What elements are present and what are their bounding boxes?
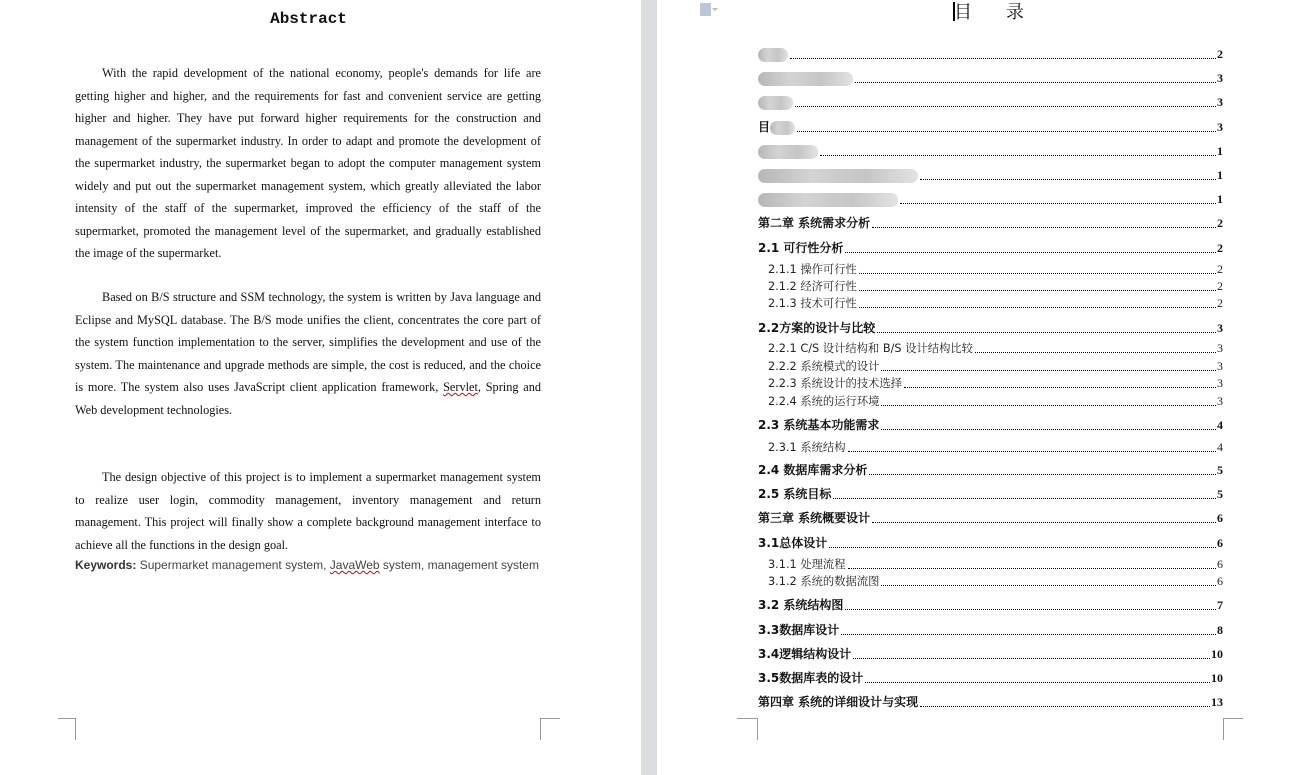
toc-entry[interactable] [758,486,1223,502]
toc-entry-page: 7 [1217,598,1223,612]
redacted-text [758,169,918,183]
toc-leader-dots [869,474,1216,475]
toc-entry-page: 4 [1217,440,1223,454]
redacted-text [758,96,793,110]
toc-entry[interactable] [758,240,1223,256]
abstract-paragraph: With the rapid development of the national economy, people's demands for life are getting higher and higher, and the requirements for fast and convenient service are getting higher and higher. They have put forward higher requirements for the construction and management of the supermarket industry. In order to adapt and promote the development of the supermarket industry, the supermarket began to adopt the computer management system widely and put out the supermarket management system, which greatly alleviated the labor intensity of the staff of the supermarket, improved the efficiency of the staff of the supermarket, promoted the management level of the supermarket, and gradually established the image of the supermarket. [75,66,541,260]
toc-leader-dots [790,58,1216,59]
toc-entry-page: 2 [1217,262,1223,276]
toc-entry-label: 3.1.1 处理流程 [768,558,846,571]
toc-entry[interactable] [768,439,1223,455]
toc-entry-label: 2.3.1 系统结构 [768,441,846,454]
toc-entry-label: 2.2方案的设计与比较 [758,321,876,335]
toc-leader-dots [881,370,1216,371]
toc-entry-page: 5 [1217,487,1223,501]
keywords-label: Keywords: [75,558,137,572]
toc-leader-dots [975,352,1216,353]
toc-entry[interactable] [768,278,1223,294]
toc-entry-label: 2.1 可行性分析 [758,241,844,255]
toc-entry[interactable] [758,535,1223,551]
toc-entry-page: 3 [1217,120,1223,134]
crop-mark [1223,718,1239,740]
toc-entry-label: 3.1.2 系统的数据流图 [768,575,880,588]
redacted-text [770,121,795,135]
toc-entry[interactable] [758,143,1223,159]
toc-leader-dots [881,585,1216,586]
crop-mark [540,718,560,740]
toc-leader-dots [859,307,1216,308]
toc-entry[interactable] [768,573,1223,589]
toc-entry-page: 8 [1217,623,1223,637]
toc-entry-label: 3.3数据库设计 [758,623,840,637]
page-gap [641,0,657,775]
toc-entry[interactable] [768,358,1223,374]
toc-entry-label: 2.2.3 系统设计的技术选择 [768,377,903,390]
toc-entry-label: 第二章 系统需求分析 [758,216,871,230]
toc-entry-page: 3 [1217,341,1223,355]
abstract-paragraph: Based on B/S structure and SSM technology, the system is written by Java language and Eclipse and MySQL database. The B/S mode unifies the client, concentrates the core part of the system function implementation to the server, simplifies the development and use of the system. The maintenance and upgrade methods are simple, the cost is reduced, and the choice is more. The system also uses JavaScript client application framework, Servlet, Spring and Web development technologies. [75,290,541,417]
toc-entry-label: 2.2.2 系统模式的设计 [768,360,880,373]
toc-entry[interactable] [768,261,1223,277]
toc-entry-page: 3 [1217,95,1223,109]
abstract-page [0,0,641,775]
toc-entry[interactable] [758,622,1223,638]
toc-entry-label: 2.3 系统基本功能需求 [758,418,880,432]
keywords-line [75,558,539,572]
toc-leader-dots [872,227,1216,228]
toc-entry-page: 1 [1217,144,1223,158]
toc-entry-page: 13 [1211,695,1223,709]
toc-entry-label: 2.2.4 系统的运行环境 [768,395,880,408]
toc-leader-dots [841,634,1216,635]
toc-entry[interactable] [768,340,1223,356]
redacted-text [758,193,898,207]
toc-leader-dots [920,706,1210,707]
toc-entry-page: 3 [1217,359,1223,373]
keywords-text: Supermarket management system, JavaWeb system, management system [136,558,539,572]
toc-entry-page: 3 [1217,376,1223,390]
toc-entry-label: 2.1.2 经济可行性 [768,280,857,293]
toc-entry[interactable] [758,46,1223,62]
toc-entry-label: 2.2.1 C/S 设计结构和 B/S 设计结构比较 [768,342,973,355]
toc-entry[interactable] [758,94,1223,110]
toc-entry-label: 3.4逻辑结构设计 [758,647,852,661]
toc-entry-label: 2.5 系统目标 [758,487,832,501]
toc-leader-dots [881,405,1216,406]
toc-entry-page: 6 [1217,574,1223,588]
abstract-title: Abstract [270,10,347,28]
toc-leader-dots [820,155,1216,156]
toc-leader-dots [872,522,1216,523]
toc-entry-page: 6 [1217,557,1223,571]
toc-leader-dots [833,498,1216,499]
redacted-text [758,145,818,159]
toc-entry[interactable] [758,417,1223,433]
toc-leader-dots [859,290,1216,291]
toc-entry[interactable] [758,510,1223,526]
toc-entry-page: 6 [1217,511,1223,525]
toc-entry-page: 2 [1217,241,1223,255]
toc-entry-page: 2 [1217,216,1223,230]
toc-leader-dots [877,332,1216,333]
toc-leader-dots [848,568,1216,569]
toc-entry-page: 2 [1217,47,1223,61]
toc-entry-page: 3 [1217,71,1223,85]
toc-entry-label: 目 [758,120,771,134]
toc-entry-page: 2 [1217,279,1223,293]
toc-entry-page: 3 [1217,321,1223,335]
toc-leader-dots [829,547,1216,548]
toc-entry-label: 2.1.3 技术可行性 [768,297,857,310]
toc-entry[interactable] [758,70,1223,86]
toc-entry[interactable] [758,167,1223,183]
toc-entry-label: 2.4 数据库需求分析 [758,463,868,477]
toc-leader-dots [845,609,1216,610]
crop-mark [737,718,757,740]
toc-entry[interactable] [768,295,1223,311]
toc-entry-label: 2.1.1 操作可行性 [768,263,857,276]
crop-mark [757,718,773,740]
toc-entry[interactable] [758,462,1223,478]
toc-entry[interactable] [758,646,1223,662]
toc-entry-page: 3 [1217,394,1223,408]
toc-entry-page: 1 [1217,168,1223,182]
toc-entry-page: 10 [1211,671,1223,685]
toc-entry-label: 第四章 系统的详细设计与实现 [758,695,919,709]
toc-entry-page: 5 [1217,463,1223,477]
toc-entry-page: 2 [1217,296,1223,310]
crop-mark [75,718,91,740]
toc-entry[interactable] [758,191,1223,207]
toc-entry[interactable] [768,393,1223,409]
toc-leader-dots [795,106,1216,107]
document-icon[interactable] [700,3,711,16]
toc-entry[interactable] [758,320,1223,336]
toc-leader-dots [904,387,1216,388]
toc-entry-label: 3.5数据库表的设计 [758,671,864,685]
toc-page [657,0,1294,775]
toc-entry-label: 第三章 系统概要设计 [758,511,871,525]
toc-leader-dots [848,451,1216,452]
toc-entry-label: 3.2 系统结构图 [758,598,844,612]
toc-entry-page: 4 [1217,418,1223,432]
toc-entry[interactable] [758,119,1223,135]
toc-leader-dots [855,82,1216,83]
toc-entry-page: 10 [1211,647,1223,661]
redacted-text [758,72,853,86]
abstract-paragraph: The design objective of this project is to implement a supermarket management system to realize user login, commodity management, inventory management and return management. This project will finally show a complete background management interface to achieve all the functions in the design goal. [75,470,541,552]
toc-leader-dots [881,429,1216,430]
toc-entry[interactable] [768,556,1223,572]
toc-entry-page: 6 [1217,536,1223,550]
toc-leader-dots [797,131,1216,132]
toc-entry[interactable] [758,694,1223,710]
toc-title: 目录 [954,2,1058,23]
toc-entry[interactable] [758,670,1223,686]
toc-entry[interactable] [758,215,1223,231]
toc-leader-dots [900,203,1216,204]
toc-leader-dots [865,682,1210,683]
toc-leader-dots [920,179,1216,180]
toc-leader-dots [859,273,1216,274]
toc-entry[interactable] [768,375,1223,391]
toc-leader-dots [853,658,1210,659]
toc-leader-dots [845,252,1216,253]
crop-mark [58,718,76,740]
toc-entry-label: 3.1总体设计 [758,536,828,550]
redacted-text [758,48,788,62]
toc-entry-page: 1 [1217,192,1223,206]
toc-entry[interactable] [758,597,1223,613]
